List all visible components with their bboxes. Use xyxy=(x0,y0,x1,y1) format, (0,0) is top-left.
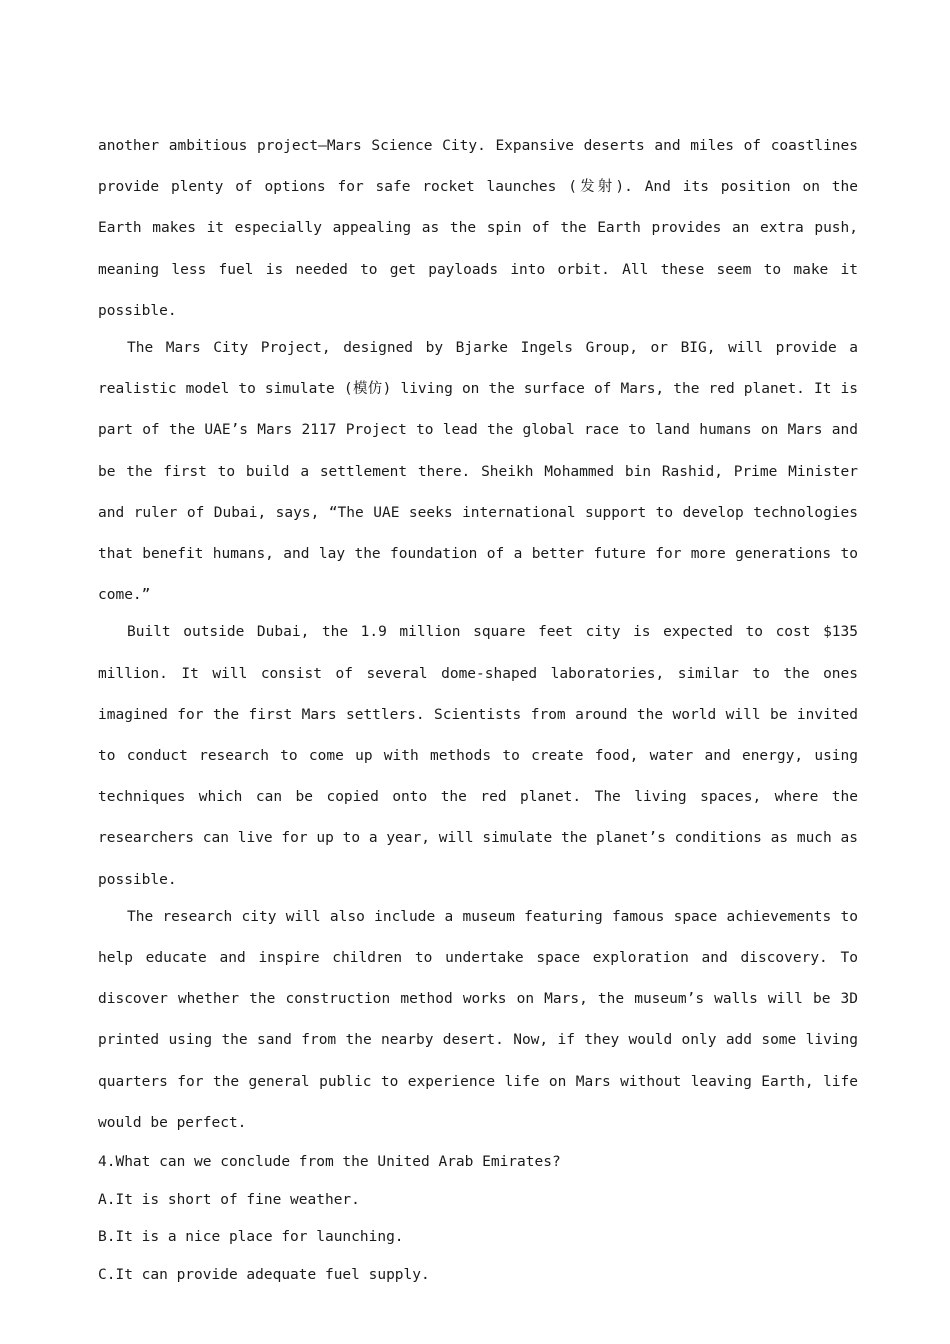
passage-paragraph-2: The Mars City Project, designed by Bjarke Ingels Group, or BIG, will provide a realistic model to simulate (模仿) living on the surface of Mars, the red planet. It is part of the UAE’s Mars 2117 Project to lead the global race to land humans on Mars and be the first to build a settlement there. Sheikh Mohammed bin Rashid, Prime Minister and ruler of Dubai, says, “The UAE seeks international support to develop technologies that benefit humans, and lay the foundation of a better future for more generations to come.” xyxy=(98,340,858,604)
option-a: A.It is short of fine weather. xyxy=(98,1191,360,1208)
option-c: C.It can provide adequate fuel supply. xyxy=(98,1266,430,1283)
document-page xyxy=(98,126,858,1294)
passage-paragraph-4: The research city will also include a museum featuring famous space achievements to help educate and inspire children to undertake space exploration and discovery. To discover whether the construction method works on Mars, the museum’s walls will be 3D printed using the sand from the nearby desert. Now, if they would only add some living quarters for the general public to experience life on Mars without leaving Earth, life would be perfect. xyxy=(98,908,858,1131)
question-4 xyxy=(98,1144,858,1294)
question-stem: 4.What can we conclude from the United Arab Emirates? xyxy=(98,1154,561,1171)
option-b: B.It is a nice place for launching. xyxy=(98,1229,404,1246)
passage-paragraph-3: Built outside Dubai, the 1.9 million square feet city is expected to cost $135 million. It will consist of several dome-shaped laboratories, similar to the ones imagined for the first Mars settlers. Scientists from around the world will be invited to conduct research to come up with methods to create food, water and energy, using techniques which can be copied onto the red planet. The living spaces, where the researchers can live for up to a year, will simulate the planet’s conditions as much as possible. xyxy=(98,624,858,888)
passage-paragraph-1: another ambitious project—Mars Science City. Expansive deserts and miles of coastlines provide plenty of options for safe rocket launches (发射). And its position on the Earth makes it especially appealing as the spin of the Earth provides an extra push, meaning less fuel is needed to get payloads into orbit. All these seem to make it possible. xyxy=(98,138,858,319)
